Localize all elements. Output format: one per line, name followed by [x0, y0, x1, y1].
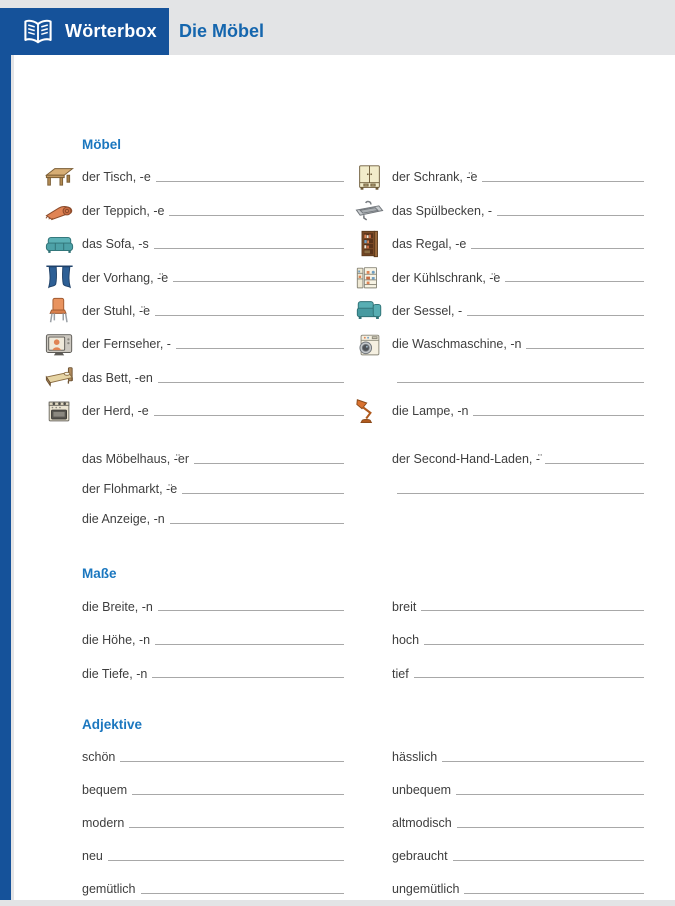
- section-untitled: [44, 444, 644, 534]
- vocab-label: hoch: [392, 633, 420, 648]
- curtain-icon: [44, 263, 82, 293]
- vocab-label: der Herd, -e: [82, 404, 149, 419]
- answer-line: [473, 415, 644, 416]
- vocab-row: [44, 840, 644, 873]
- vocab-cell-right: [354, 378, 644, 379]
- worksheet: [14, 55, 675, 900]
- answer-line: [120, 761, 344, 762]
- bed-icon: [44, 363, 82, 393]
- table-icon: [44, 163, 82, 193]
- answer-line: [129, 827, 344, 828]
- vocab-label: der Sessel, -: [392, 304, 463, 318]
- vocab-label: gemütlich: [82, 881, 136, 896]
- vocab-label: das Regal, -e: [392, 237, 467, 252]
- answer-line: [154, 248, 344, 249]
- vocab-cell-right: [354, 453, 644, 466]
- answer-line: [457, 827, 644, 828]
- vocab-label: hässlich: [392, 749, 438, 764]
- vocab-row: [44, 194, 644, 227]
- vocab-label: der Schrank, -̈e: [392, 170, 478, 185]
- vocab-cell-left: [44, 296, 352, 326]
- vocab-cell-right: [354, 850, 644, 863]
- vocab-cell-right: [354, 263, 644, 293]
- vocab-row: [44, 261, 644, 294]
- vocab-label: der Stuhl, -̈e: [82, 304, 151, 318]
- vocab-cell-left: [44, 850, 352, 863]
- brand-title: Wörterbox: [65, 21, 157, 41]
- tv-icon: [44, 330, 82, 360]
- vocab-label: der Second-Hand-Laden, -̈: [392, 451, 541, 466]
- answer-line: [453, 860, 644, 861]
- vocab-row: [44, 504, 644, 534]
- answer-line: [155, 644, 344, 645]
- lamp-icon: [354, 396, 392, 426]
- vocab-label: das Möbelhaus, -̈er: [82, 451, 190, 466]
- left-accent-strip: [0, 8, 11, 900]
- vocab-cell-left: [44, 883, 352, 896]
- answer-line: [182, 493, 344, 494]
- vocab-cell-right: [354, 196, 644, 226]
- vocab-label: der Vorhang, -̈e: [82, 270, 169, 285]
- vocab-row: [44, 624, 644, 658]
- answer-line: [156, 181, 344, 182]
- vocab-label: bequem: [82, 782, 128, 797]
- vocab-label: schön: [82, 749, 116, 764]
- answer-line: [526, 348, 644, 349]
- answer-line: [155, 315, 344, 316]
- vocab-cell-right: [354, 330, 644, 360]
- answer-line: [152, 677, 344, 678]
- vocab-cell-left: [44, 263, 352, 293]
- answer-line: [397, 382, 644, 383]
- vocab-cell-left: [44, 601, 352, 614]
- vocab-cell-left: [44, 229, 352, 259]
- vocab-label: der Fernseher, -: [82, 337, 171, 352]
- vocab-row: [44, 474, 644, 504]
- vocab-cell-right: [354, 634, 644, 647]
- fridge-icon: [354, 263, 392, 293]
- vocab-label: unbequem: [392, 782, 452, 797]
- vocab-label: die Waschmaschine, -n: [392, 337, 522, 352]
- book-icon: [22, 18, 54, 46]
- vocab-cell-left: [44, 163, 352, 193]
- vocab-cell-right: [354, 229, 644, 259]
- vocab-cell-right: [354, 396, 644, 426]
- answer-line: [108, 860, 344, 861]
- answer-line: [132, 794, 344, 795]
- answer-line: [545, 463, 644, 464]
- carpet-icon: [44, 196, 82, 226]
- sofa-icon: [44, 229, 82, 259]
- vocab-label: breit: [392, 599, 417, 614]
- vocab-cell-right: [354, 601, 644, 614]
- answer-line: [424, 644, 644, 645]
- vocab-row: [44, 774, 644, 807]
- vocab-label: tief: [392, 666, 409, 681]
- vocab-label: das Spülbecken, -: [392, 203, 493, 218]
- vocab-row: [44, 361, 644, 394]
- vocab-label: das Bett, -en: [82, 370, 153, 385]
- answer-line: [158, 382, 344, 383]
- vocab-label: der Flohmarkt, -̈e: [82, 481, 178, 496]
- vocab-cell-left: [44, 634, 352, 647]
- vocab-row: [44, 328, 644, 361]
- stove-icon: [44, 396, 82, 426]
- answer-line: [497, 215, 644, 216]
- sink-icon: [354, 196, 392, 226]
- vocab-row: [44, 657, 644, 691]
- answer-line: [464, 893, 644, 894]
- vocab-label: die Anzeige, -n: [82, 511, 165, 526]
- vocab-cell-right: [354, 883, 644, 896]
- section-heading: Adjektive: [82, 716, 143, 732]
- vocab-row: [44, 295, 644, 328]
- washer-icon: [354, 330, 392, 360]
- vocab-label: der Kühlschrank, -̈e: [392, 270, 501, 285]
- vocab-cell-left: [44, 817, 352, 830]
- worksheet-content: [44, 135, 644, 906]
- answer-line: [467, 315, 644, 316]
- vocab-cell-right: [354, 163, 644, 193]
- section-heading: Möbel: [82, 137, 121, 152]
- answer-line: [173, 281, 344, 282]
- vocab-label: das Sofa, -s: [82, 237, 149, 252]
- vocab-row: [44, 395, 644, 428]
- wardrobe-icon: [354, 163, 392, 193]
- vocab-row: [44, 807, 644, 840]
- answer-line: [194, 463, 344, 464]
- vocab-cell-right: [354, 751, 644, 764]
- vocab-label: ungemütlich: [392, 881, 460, 896]
- vocab-cell-left: [44, 513, 352, 526]
- vocab-label: die Höhe, -n: [82, 633, 151, 648]
- vocab-cell-right: [354, 296, 644, 326]
- vocab-cell-left: [44, 330, 352, 360]
- section-m-bel: [44, 137, 644, 428]
- brand-box: [0, 8, 169, 55]
- vocab-cell-left: [44, 784, 352, 797]
- answer-line: [169, 215, 344, 216]
- vocab-cell-right: [354, 817, 644, 830]
- vocab-label: die Tiefe, -n: [82, 666, 148, 681]
- vocab-label: altmodisch: [392, 815, 452, 830]
- answer-line: [397, 493, 644, 494]
- answer-line: [456, 794, 644, 795]
- vocab-row: [44, 228, 644, 261]
- header-band: [0, 0, 675, 55]
- vocab-label: die Lampe, -n: [392, 404, 469, 419]
- section-heading: Maße: [82, 566, 117, 582]
- vocab-label: modern: [82, 815, 125, 830]
- vocab-label: gebraucht: [392, 848, 448, 863]
- answer-line: [505, 281, 644, 282]
- vocab-row: [44, 741, 644, 774]
- vocab-row: [44, 590, 644, 624]
- answer-line: [442, 761, 644, 762]
- vocab-label: die Breite, -n: [82, 599, 153, 614]
- vocab-cell-left: [44, 453, 352, 466]
- shelf-icon: [354, 229, 392, 259]
- answer-line: [141, 893, 345, 894]
- answer-line: [170, 523, 344, 524]
- vocab-cell-right: [354, 489, 644, 490]
- vocab-cell-left: [44, 751, 352, 764]
- answer-line: [471, 248, 644, 249]
- vocab-row: [44, 161, 644, 194]
- vocab-row: [44, 873, 644, 906]
- vocab-cell-right: [354, 784, 644, 797]
- vocab-label: neu: [82, 848, 103, 863]
- vocab-row: [44, 444, 644, 474]
- vocab-label: der Teppich, -e: [82, 203, 165, 218]
- chair-icon: [44, 296, 82, 326]
- vocab-cell-right: [354, 668, 644, 681]
- vocab-cell-left: [44, 363, 352, 393]
- answer-line: [421, 610, 644, 611]
- answer-line: [154, 415, 344, 416]
- section-ma-e: [44, 566, 644, 691]
- page-title: Die Möbel: [179, 21, 265, 41]
- vocab-cell-left: [44, 483, 352, 496]
- answer-line: [414, 677, 644, 678]
- vocab-cell-left: [44, 668, 352, 681]
- vocab-cell-left: [44, 196, 352, 226]
- answer-line: [482, 181, 644, 182]
- vocab-label: der Tisch, -e: [82, 170, 151, 185]
- section-adjektive: [44, 717, 644, 906]
- answer-line: [158, 610, 344, 611]
- armchair-icon: [354, 296, 392, 326]
- answer-line: [176, 348, 344, 349]
- vocab-cell-left: [44, 396, 352, 426]
